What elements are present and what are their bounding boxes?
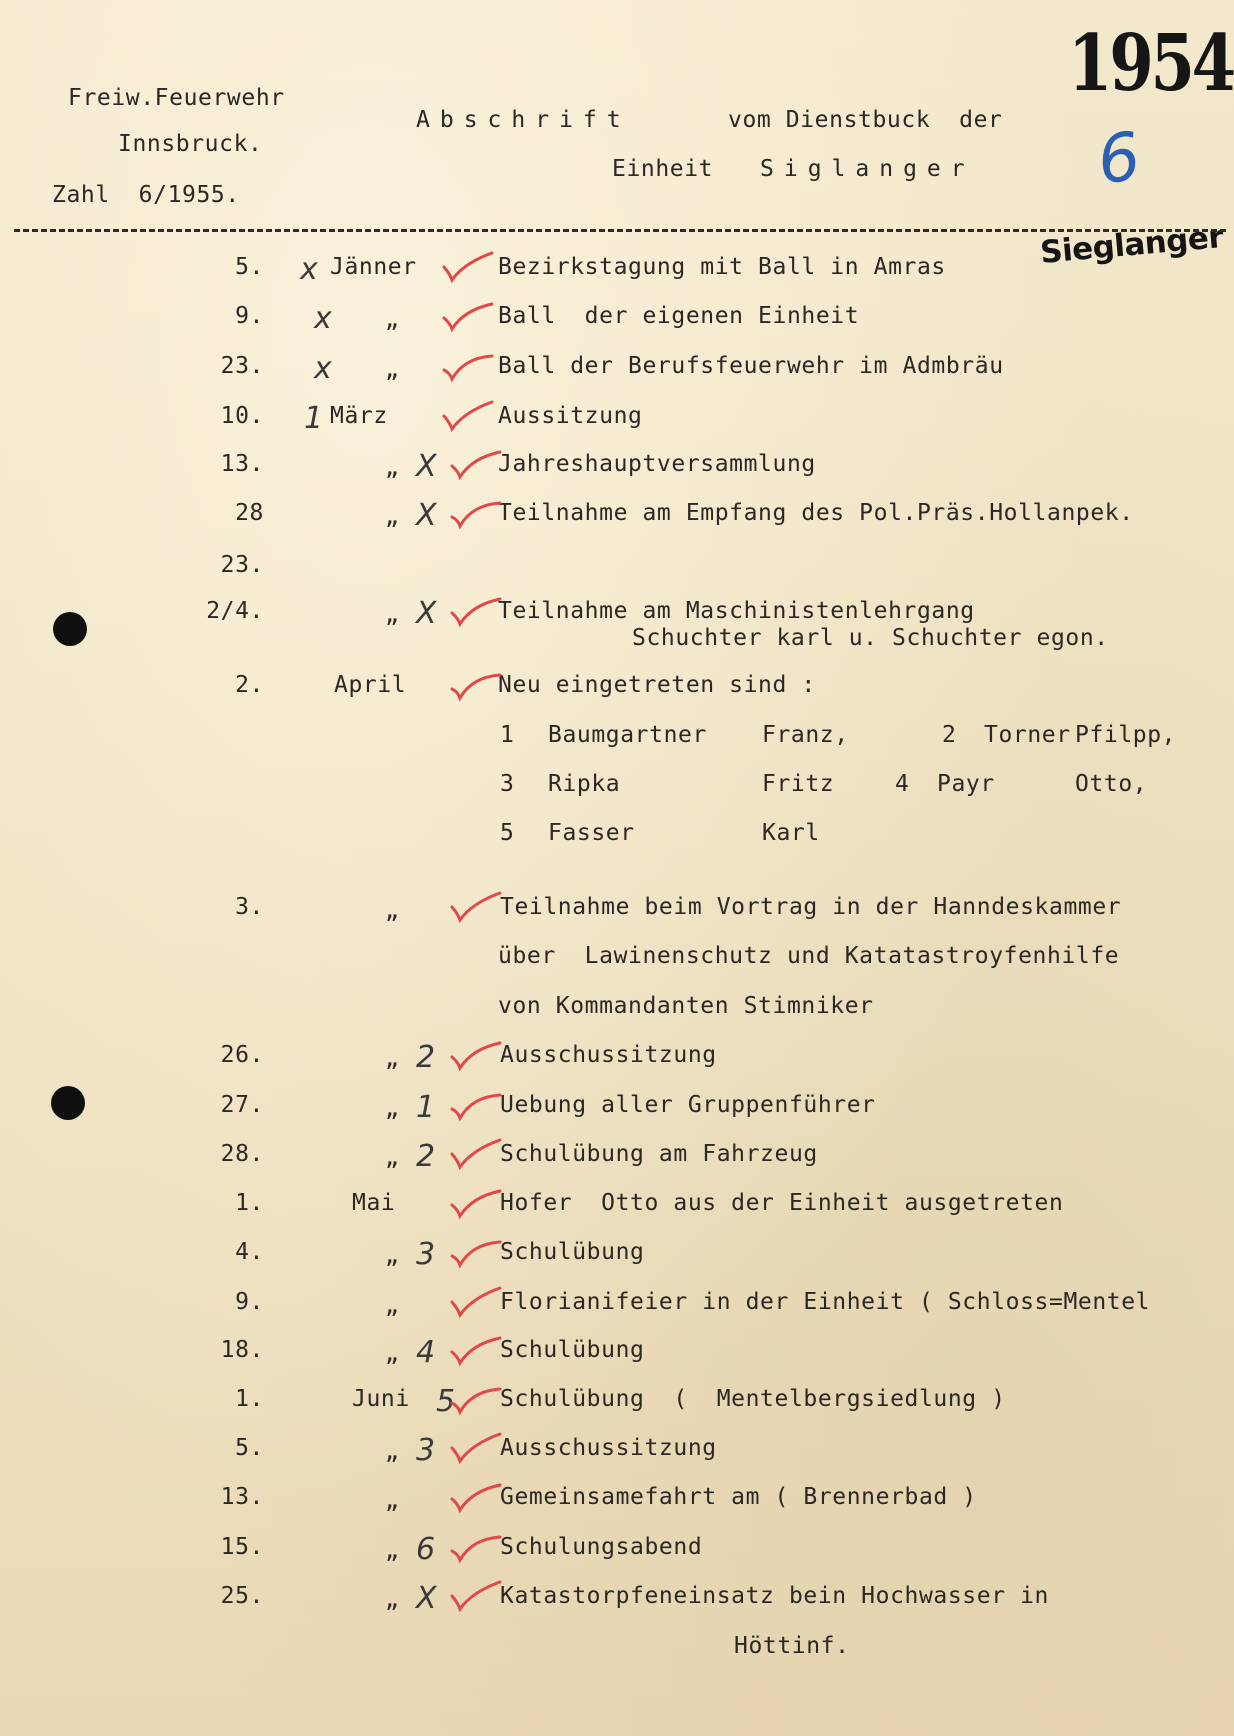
pencil-tally-mark: X [416,596,437,631]
red-checkmark-icon [448,1282,504,1322]
entry-month: „ [385,1488,400,1514]
entry-text: Teilnahme am Maschinistenlehrgang [498,598,975,624]
entry-text-continued: über Lawinenschutz und Katatastroyfenhilfe [498,943,1120,969]
entry-text: Teilnahme beim Vortrag in der Hanndeskammer [500,894,1122,920]
red-checkmark-icon [440,247,496,287]
member-firstname: Pfilpp, [1075,722,1177,748]
entry-text: Schulübung ( Mentelbergsiedlung ) [500,1386,1006,1412]
entry-month: „ [385,898,400,924]
entry-day: 28. [220,1141,264,1167]
member-firstname: Franz, [762,722,849,748]
entry-text: Jahreshauptversammlung [498,451,816,477]
rubber-stamp: Sieglanger [1038,219,1225,271]
entry-day: 28 [235,500,264,526]
red-checkmark-icon [448,1134,504,1174]
entry-text: Hofer Otto aus der Einheit ausgetreten [500,1190,1064,1216]
red-checkmark-icon [448,887,504,927]
red-checkmark-icon [448,1330,504,1370]
member-number: 4 [895,771,910,797]
pencil-tally-mark: 3 [416,1237,436,1272]
entry-month: „ [385,357,400,383]
entry-day: 4. [235,1239,264,1265]
checkmark-stroke [452,1191,500,1216]
member-surname: Torner [984,722,1071,748]
entry-text: Schulungsabend [500,1534,703,1560]
member-firstname: Karl [762,820,820,846]
entry-text: Schulübung [500,1239,645,1265]
header-divider [14,229,1226,232]
entry-day: 27. [220,1092,264,1118]
red-checkmark-icon [448,1035,504,1075]
pencil-tally-mark: 1 [304,401,324,436]
pencil-tally-mark: 1 [416,1090,436,1125]
checkmark-stroke [452,1485,500,1510]
member-number: 5 [500,820,515,846]
checkmark-stroke [444,304,492,329]
pencil-tally-mark: X [416,1581,437,1616]
checkmark-stroke [444,356,492,379]
red-checkmark-icon [448,1085,504,1125]
entry-day: 9. [235,1289,264,1315]
unit-label: Einheit [612,156,714,182]
entry-text: Teilnahme am Empfang des Pol.Präs.Hollanpek. [498,500,1134,526]
checkmark-stroke [452,1389,500,1412]
checkmark-stroke [452,1288,500,1315]
red-checkmark-icon [448,493,504,533]
entry-month: „ [385,1046,400,1072]
entry-text: Ausschussitzung [500,1042,717,1068]
checkmark-stroke [452,1140,500,1167]
checkmark-stroke [452,452,500,477]
entry-month: Mai [352,1190,396,1216]
entry-day: 3. [235,894,264,920]
checkmark-stroke [452,503,500,526]
checkmark-stroke [452,1582,500,1609]
entry-text: Uebung aller Gruppenführer [500,1092,876,1118]
pencil-tally-mark: 2 [416,1040,436,1075]
entry-month: „ [385,307,400,333]
pencil-tally-mark: 3 [416,1433,436,1468]
org-name: Freiw.Feuerwehr [68,85,285,111]
entry-month: „ [385,1538,400,1564]
checkmark-stroke [452,1242,500,1265]
member-surname: Ripka [548,771,621,797]
checkmark-stroke [452,1095,500,1118]
entry-text: Ball der eigenen Einheit [498,303,860,329]
entry-month: „ [385,1243,400,1269]
entry-month: „ [385,1341,400,1367]
entry-day: 23. [220,353,264,379]
entry-month: April [334,672,407,698]
pencil-tally-mark: 2 [416,1139,436,1174]
checkmark-stroke [452,599,500,624]
red-checkmark-icon [448,1527,504,1567]
red-checkmark-icon [440,346,496,386]
punch-hole [51,1086,85,1120]
red-checkmark-icon [448,1576,504,1616]
pencil-tally-mark: x [300,252,318,287]
entry-text: Gemeinsamefahrt am ( Brennerbad ) [500,1484,977,1510]
member-surname: Fasser [548,820,635,846]
entry-day: 2/4. [206,598,264,624]
document-title: Abschrift [416,107,631,133]
entry-day: 1. [235,1190,264,1216]
member-number: 3 [500,771,515,797]
member-number: 2 [942,722,957,748]
entry-text: Bezirkstagung mit Ball in Amras [498,254,946,280]
checkmark-stroke [452,1434,500,1461]
red-checkmark-icon [448,591,504,631]
org-city: Innsbruck. [118,131,263,157]
entry-month: „ [385,1096,400,1122]
entry-day: 15. [220,1534,264,1560]
entry-day: 10. [220,403,264,429]
red-checkmark-icon [448,1183,504,1223]
file-number: Zahl 6/1955. [52,182,240,208]
red-checkmark-icon [448,1428,504,1468]
entry-month: Juni [352,1386,410,1412]
entry-day: 9. [235,303,264,329]
checkmark-stroke [444,402,492,429]
entry-month: „ [385,1439,400,1465]
entry-month: „ [385,602,400,628]
checkmark-stroke [452,1338,500,1363]
entry-day: 23. [220,552,264,578]
entry-month: März [330,403,388,429]
entry-text-continued: Höttinf. [734,1633,850,1659]
member-firstname: Fritz [762,771,835,797]
entry-day: 5. [235,254,264,280]
entry-text: Schulübung [500,1337,645,1363]
entry-text: Ausschussitzung [500,1435,717,1461]
red-checkmark-icon [440,396,496,436]
handwritten-page-number: 6 [1092,117,1146,200]
entry-text: Schulübung am Fahrzeug [500,1141,818,1167]
checkmark-stroke [452,1537,500,1560]
red-checkmark-icon [448,1477,504,1517]
entry-text: Ball der Berufsfeuerwehr im Admbräu [498,353,1004,379]
entry-day: 2. [235,672,264,698]
red-checkmark-icon [440,296,496,336]
entry-text: Katastorpfeneinsatz bein Hochwasser in [500,1583,1049,1609]
pencil-tally-mark: 4 [416,1335,436,1370]
entry-text: Neu eingetreten sind : [498,672,816,698]
red-checkmark-icon [448,1379,504,1419]
pencil-tally-mark: 5 [436,1384,456,1419]
checkmark-stroke [452,675,500,698]
entry-month: Jänner [330,254,417,280]
unit-name: Siglanger [760,156,975,182]
entry-day: 1. [235,1386,264,1412]
entry-day: 25. [220,1583,264,1609]
document-title-rest: vom Dienstbuck der [728,107,1003,133]
entry-text: Aussitzung [498,403,643,429]
entry-day: 13. [220,1484,264,1510]
member-surname: Baumgartner [548,722,707,748]
red-checkmark-icon [448,444,504,484]
year-stamp: 1954 [1068,18,1233,109]
entry-text: Florianifeier in der Einheit ( Schloss=Mentel [500,1289,1151,1315]
entry-text-continued: von Kommandanten Stimniker [498,993,874,1019]
entry-month: „ [385,1293,400,1319]
red-checkmark-icon [448,1232,504,1272]
checkmark-stroke [444,253,492,280]
red-checkmark-icon [448,665,504,705]
checkmark-stroke [452,893,500,920]
member-number: 1 [500,722,515,748]
punch-hole [53,612,87,646]
entry-day: 26. [220,1042,264,1068]
checkmark-stroke [452,1043,500,1068]
pencil-tally-mark: 6 [416,1532,436,1567]
entry-month: „ [385,1587,400,1613]
pencil-tally-mark: X [416,449,437,484]
entry-month: „ [385,455,400,481]
member-firstname: Otto, [1075,771,1148,797]
pencil-tally-mark: x [314,351,332,386]
member-surname: Payr [937,771,995,797]
pencil-tally-mark: X [416,498,437,533]
entry-day: 5. [235,1435,264,1461]
pencil-tally-mark: x [314,301,332,336]
entry-month: „ [385,1145,400,1171]
entry-text-continued: Schuchter karl u. Schuchter egon. [632,625,1109,651]
entry-month: „ [385,504,400,530]
entry-day: 13. [220,451,264,477]
entry-day: 18. [220,1337,264,1363]
